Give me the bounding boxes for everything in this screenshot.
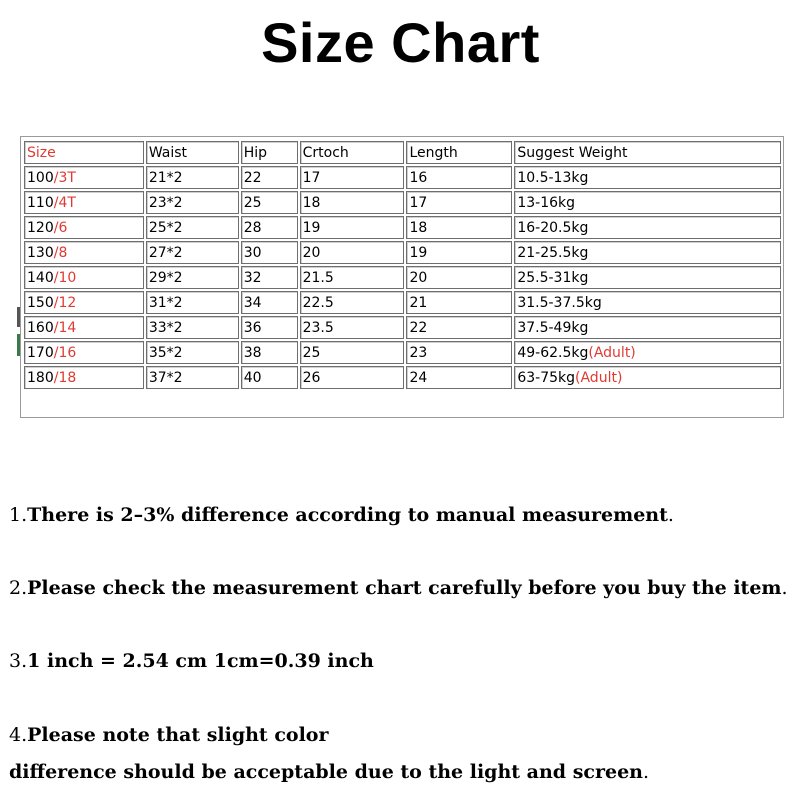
crotch-value: 25 xyxy=(302,344,321,361)
crotch-cell xyxy=(300,166,405,189)
size-value: 120 xyxy=(27,219,54,236)
length-cell xyxy=(406,366,512,389)
length-value: 21 xyxy=(409,294,428,311)
weight-cell xyxy=(514,266,781,289)
note-text: Please note that slight color xyxy=(27,724,329,746)
size-alt-value: 10 xyxy=(58,269,77,286)
size-value: 180 xyxy=(27,369,54,386)
size-cell xyxy=(24,216,144,239)
length-value: 18 xyxy=(409,219,428,236)
length-cell xyxy=(406,341,512,364)
note-text: 1 inch = 2.54 cm 1cm=0.39 inch xyxy=(27,650,374,672)
size-separator: / xyxy=(53,344,59,361)
length-value: 24 xyxy=(409,369,428,386)
waist-value: 23*2 xyxy=(148,194,183,211)
weight-value: 13-16kg xyxy=(517,194,576,211)
length-value: 19 xyxy=(409,244,428,261)
waist-cell xyxy=(146,216,239,239)
size-separator: / xyxy=(53,169,59,186)
weight-value: 10.5-13kg xyxy=(517,169,589,186)
weight-value: 21-25.5kg xyxy=(517,244,589,261)
waist-cell xyxy=(146,266,239,289)
table-header-row xyxy=(24,141,781,164)
hip-value: 36 xyxy=(243,319,262,336)
waist-cell xyxy=(146,366,239,389)
size-cell xyxy=(24,241,144,264)
waist-value: 33*2 xyxy=(148,319,183,336)
waist-value: 31*2 xyxy=(148,294,183,311)
table-row xyxy=(24,266,781,289)
waist-value: 25*2 xyxy=(148,219,183,236)
crotch-cell xyxy=(300,316,405,339)
note-number: 4. xyxy=(9,724,28,746)
crotch-value: 23.5 xyxy=(302,319,334,336)
length-cell xyxy=(406,191,512,214)
size-cell xyxy=(24,341,144,364)
size-alt-value: 16 xyxy=(58,344,77,361)
weight-cell xyxy=(514,366,781,389)
size-alt-value: 6 xyxy=(58,219,68,236)
hip-value: 40 xyxy=(243,369,262,386)
waist-cell xyxy=(146,316,239,339)
note-4 xyxy=(9,717,799,753)
waist-cell xyxy=(146,341,239,364)
size-separator: / xyxy=(53,294,59,311)
note-2 xyxy=(9,570,799,606)
crotch-cell xyxy=(300,191,405,214)
weight-cell xyxy=(514,191,781,214)
length-cell xyxy=(406,291,512,314)
hip-value: 32 xyxy=(243,269,262,286)
size-cell xyxy=(24,291,144,314)
waist-value: 35*2 xyxy=(148,344,183,361)
note-text: difference should be acceptable due to the light and screen xyxy=(9,761,643,783)
hip-cell xyxy=(241,266,298,289)
header-size: Size xyxy=(24,141,144,164)
crotch-value: 22.5 xyxy=(302,294,334,311)
size-alt-value: 12 xyxy=(58,294,77,311)
hip-cell xyxy=(241,216,298,239)
hip-cell xyxy=(241,366,298,389)
hip-cell xyxy=(241,191,298,214)
crotch-value: 20 xyxy=(302,244,321,261)
edge-mark xyxy=(17,334,20,356)
note-text: Please check the measurement chart carefully before you buy the item xyxy=(27,577,782,599)
size-separator: / xyxy=(53,244,59,261)
note-end: . xyxy=(642,761,650,783)
size-value: 170 xyxy=(27,344,54,361)
size-value: 140 xyxy=(27,269,54,286)
note-1 xyxy=(9,497,799,533)
size-value: 110 xyxy=(27,194,54,211)
header-waist: Waist xyxy=(146,141,239,164)
length-cell xyxy=(406,316,512,339)
size-cell xyxy=(24,191,144,214)
note-end: . xyxy=(781,577,788,599)
size-separator: / xyxy=(53,369,59,386)
edge-mark xyxy=(17,307,20,327)
header-crotch: Crtoch xyxy=(300,141,405,164)
weight-cell xyxy=(514,216,781,239)
hip-value: 22 xyxy=(243,169,262,186)
length-value: 22 xyxy=(409,319,428,336)
crotch-cell xyxy=(300,241,405,264)
crotch-value: 19 xyxy=(302,219,321,236)
length-value: 20 xyxy=(409,269,428,286)
size-cell xyxy=(24,166,144,189)
length-cell xyxy=(406,166,512,189)
length-cell xyxy=(406,241,512,264)
size-alt-value: 8 xyxy=(58,244,68,261)
crotch-value: 17 xyxy=(302,169,321,186)
waist-value: 21*2 xyxy=(148,169,183,186)
table-row xyxy=(24,241,781,264)
size-alt-value: 4T xyxy=(58,194,76,211)
weight-cell xyxy=(514,166,781,189)
weight-note: (Adult) xyxy=(588,344,636,361)
length-value: 23 xyxy=(409,344,428,361)
crotch-cell xyxy=(300,291,405,314)
weight-value: 49-62.5kg xyxy=(517,344,589,361)
weight-cell xyxy=(514,291,781,314)
hip-cell xyxy=(241,241,298,264)
header-hip: Hip xyxy=(241,141,298,164)
page-title: Size Chart xyxy=(261,11,540,74)
size-cell xyxy=(24,266,144,289)
hip-cell xyxy=(241,341,298,364)
header-length: Length xyxy=(406,141,512,164)
size-separator: / xyxy=(53,319,59,336)
table-row xyxy=(24,191,781,214)
waist-cell xyxy=(146,166,239,189)
length-cell xyxy=(406,266,512,289)
waist-value: 37*2 xyxy=(148,369,183,386)
size-separator: / xyxy=(53,194,59,211)
table-row xyxy=(24,316,781,339)
weight-value: 63-75kg xyxy=(517,369,576,386)
size-value: 130 xyxy=(27,244,54,261)
crotch-cell xyxy=(300,266,405,289)
size-separator: / xyxy=(53,269,59,286)
crotch-value: 26 xyxy=(302,369,321,386)
table-row xyxy=(24,166,781,189)
weight-value: 31.5-37.5kg xyxy=(517,294,602,311)
waist-cell xyxy=(146,291,239,314)
size-value: 160 xyxy=(27,319,54,336)
waist-value: 29*2 xyxy=(148,269,183,286)
note-text: There is 2–3% difference according to manual measurement xyxy=(27,504,668,526)
length-value: 17 xyxy=(409,194,428,211)
hip-cell xyxy=(241,166,298,189)
size-value: 150 xyxy=(27,294,54,311)
size-cell xyxy=(24,366,144,389)
header-suggest-weight: Suggest Weight xyxy=(514,141,781,164)
hip-value: 30 xyxy=(243,244,262,261)
waist-cell xyxy=(146,241,239,264)
hip-cell xyxy=(241,316,298,339)
length-cell xyxy=(406,216,512,239)
size-chart-table xyxy=(22,139,783,391)
crotch-value: 18 xyxy=(302,194,321,211)
hip-value: 38 xyxy=(243,344,262,361)
size-alt-value: 18 xyxy=(58,369,77,386)
weight-cell xyxy=(514,241,781,264)
weight-cell xyxy=(514,341,781,364)
hip-value: 34 xyxy=(243,294,262,311)
note-end: . xyxy=(667,504,674,526)
note-number: 1. xyxy=(9,504,28,526)
crotch-cell xyxy=(300,366,405,389)
size-chart-frame xyxy=(20,136,784,418)
size-alt-value: 3T xyxy=(58,169,76,186)
note-number: 2. xyxy=(9,577,28,599)
length-value: 16 xyxy=(409,169,428,186)
note-number: 3. xyxy=(9,650,28,672)
hip-value: 28 xyxy=(243,219,262,236)
note-4-continued xyxy=(9,754,799,790)
table-row xyxy=(24,291,781,314)
crotch-cell xyxy=(300,216,405,239)
weight-note: (Adult) xyxy=(575,369,623,386)
size-alt-value: 14 xyxy=(58,319,77,336)
hip-cell xyxy=(241,291,298,314)
waist-cell xyxy=(146,191,239,214)
waist-value: 27*2 xyxy=(148,244,183,261)
size-value: 100 xyxy=(27,169,54,186)
note-3 xyxy=(9,643,799,679)
table-row xyxy=(24,341,781,364)
table-row xyxy=(24,366,781,389)
crotch-cell xyxy=(300,341,405,364)
size-cell xyxy=(24,316,144,339)
table-row xyxy=(24,216,781,239)
weight-cell xyxy=(514,316,781,339)
crotch-value: 21.5 xyxy=(302,269,334,286)
weight-value: 37.5-49kg xyxy=(517,319,589,336)
hip-value: 25 xyxy=(243,194,262,211)
weight-value: 16-20.5kg xyxy=(517,219,589,236)
size-separator: / xyxy=(53,219,59,236)
weight-value: 25.5-31kg xyxy=(517,269,589,286)
